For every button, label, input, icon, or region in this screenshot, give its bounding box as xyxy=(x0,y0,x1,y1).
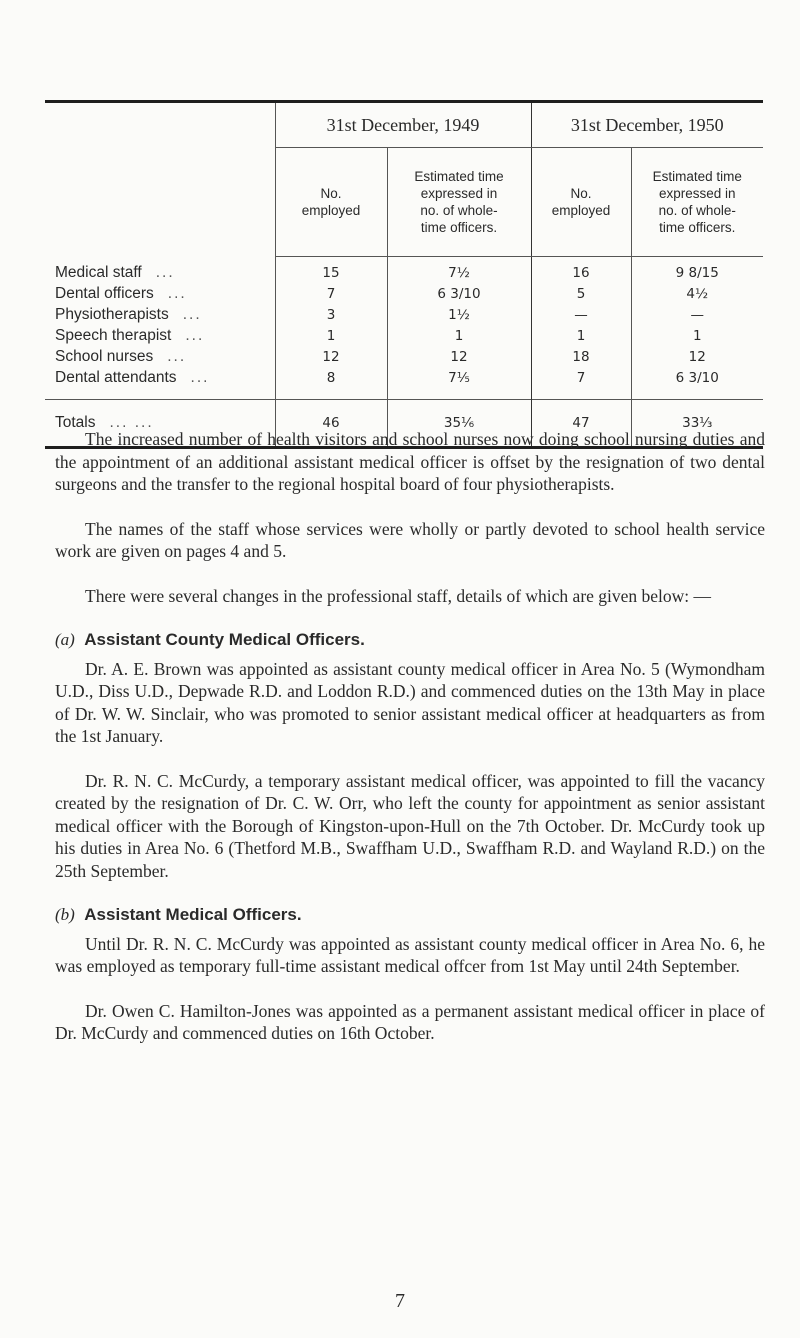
row-label: Dental officers ... xyxy=(55,285,187,302)
section-b-title: Assistant Medical Officers. xyxy=(84,905,302,924)
paragraph: Dr. A. E. Brown was appointed as assistant county medical officer in Area No. 5 (Wymondham U.D., Diss U.D., Depwade R.D. and Loddon R.D.) and commenced duties on the 13th May in place of Dr. W. W. Sinclair, who was promoted to senior assistant medical officer at headquarters as from the 1st January. xyxy=(55,658,765,746)
header-est-line: expressed in xyxy=(420,186,498,201)
table-row xyxy=(45,347,763,368)
header-no-line2: employed xyxy=(301,203,361,218)
cell-n1950: 16 xyxy=(531,257,631,284)
cell-e1950: 9 8/15 xyxy=(631,257,763,284)
total-e1950: 33⅓ xyxy=(631,399,763,446)
row-label: Medical staff ... xyxy=(55,264,175,281)
header-no-line1: No. xyxy=(570,186,592,201)
cell-e1949: 12 xyxy=(387,347,531,368)
header-est-line: Estimated time xyxy=(414,169,504,184)
header-est-line: time officers. xyxy=(420,220,498,235)
header-estimated-1949 xyxy=(387,148,531,257)
cell-n1950: 5 xyxy=(531,284,631,305)
header-year-1949: 31st December, 1949 xyxy=(275,103,531,148)
body-text xyxy=(55,428,765,1067)
cell-e1950: 12 xyxy=(631,347,763,368)
header-no-line2: employed xyxy=(551,203,611,218)
header-est-line: no. of whole- xyxy=(658,203,736,218)
cell-e1949: 1½ xyxy=(387,305,531,326)
cell-n1950: 18 xyxy=(531,347,631,368)
table-row xyxy=(45,368,763,400)
cell-e1949: 7½ xyxy=(387,257,531,284)
section-b-marker: (b) xyxy=(55,905,75,924)
row-label: Physiotherapists ... xyxy=(55,306,202,323)
row-label: Speech therapist ... xyxy=(55,327,205,344)
paragraph: There were several changes in the professional staff, details of which are given below: — xyxy=(85,585,712,606)
paragraph: Dr. Owen C. Hamilton-Jones was appointed as a permanent assistant medical officer in place of Dr. McCurdy and commenced duties on 16th October. xyxy=(55,1000,765,1043)
cell-n1949: 8 xyxy=(275,368,387,400)
cell-e1949: 6 3/10 xyxy=(387,284,531,305)
header-no-employed-1950 xyxy=(531,148,631,257)
section-a-heading xyxy=(55,629,765,652)
paragraph: Dr. R. N. C. McCurdy, a temporary assistant medical officer, was appointed to fill the vacancy created by the resignation of Dr. C. W. Orr, who left the county for appointment as senior assistant medical officer with the Borough of Kingston-upon-Hull on the 7th October. Dr. McCurdy took up his duties in Area No. 6 (Thetford M.B., Swaffham U.D., Swaffham R.D. and Wayland R.D.) on the 25th September. xyxy=(55,770,765,881)
paragraph: The names of the staff whose services were wholly or partly devoted to school health service work are given on pages 4 and 5. xyxy=(55,518,765,561)
cell-n1950: 1 xyxy=(531,326,631,347)
staffing-table xyxy=(45,100,763,449)
table-corner xyxy=(45,103,275,257)
header-no-employed-1949 xyxy=(275,148,387,257)
header-est-line: time officers. xyxy=(659,220,736,235)
section-a-title: Assistant County Medical Officers. xyxy=(84,630,365,649)
cell-n1949: 3 xyxy=(275,305,387,326)
total-e1949: 35⅙ xyxy=(387,399,531,446)
staff-table-grid xyxy=(45,103,763,446)
table-row xyxy=(45,257,763,284)
page-number: 7 xyxy=(395,1290,405,1312)
table-row xyxy=(45,284,763,305)
header-year-1950: 31st December, 1950 xyxy=(531,103,763,148)
cell-e1950: 6 3/10 xyxy=(631,368,763,400)
table-row xyxy=(45,305,763,326)
total-n1949: 46 xyxy=(275,399,387,446)
cell-n1949: 12 xyxy=(275,347,387,368)
cell-e1949: 7⅕ xyxy=(387,368,531,400)
cell-e1950: 1 xyxy=(631,326,763,347)
row-label: Dental attendants ... xyxy=(55,369,210,386)
cell-n1949: 7 xyxy=(275,284,387,305)
header-est-line: no. of whole- xyxy=(420,203,498,218)
cell-n1950: — xyxy=(531,305,631,326)
total-n1950: 47 xyxy=(531,399,631,446)
cell-e1950: 4½ xyxy=(631,284,763,305)
cell-e1950: — xyxy=(631,305,763,326)
header-estimated-1950 xyxy=(631,148,763,257)
totals-label: Totals ... ... xyxy=(45,399,275,446)
header-est-line: Estimated time xyxy=(652,169,742,184)
cell-n1949: 15 xyxy=(275,257,387,284)
section-b-heading xyxy=(55,904,765,927)
paragraph: Until Dr. R. N. C. McCurdy was appointed as assistant county medical officer in Area No. 6, he was employed as temporary full-time assistant medical offcer from 1st May until 24th September. xyxy=(55,933,765,976)
cell-e1949: 1 xyxy=(387,326,531,347)
section-a-marker: (a) xyxy=(55,630,75,649)
header-est-line: expressed in xyxy=(658,186,736,201)
paragraph: The increased number of health visitors and school nurses now doing school nursing duties and the appointment of an additional assistant medical officer is offset by the resignation of two dental surgeons and the transfer to the regional hospital board of four physiotherapists. xyxy=(55,429,765,494)
cell-n1949: 1 xyxy=(275,326,387,347)
cell-n1950: 7 xyxy=(531,368,631,400)
header-no-line1: No. xyxy=(320,186,342,201)
table-row xyxy=(45,326,763,347)
row-label: School nurses ... xyxy=(55,348,187,365)
